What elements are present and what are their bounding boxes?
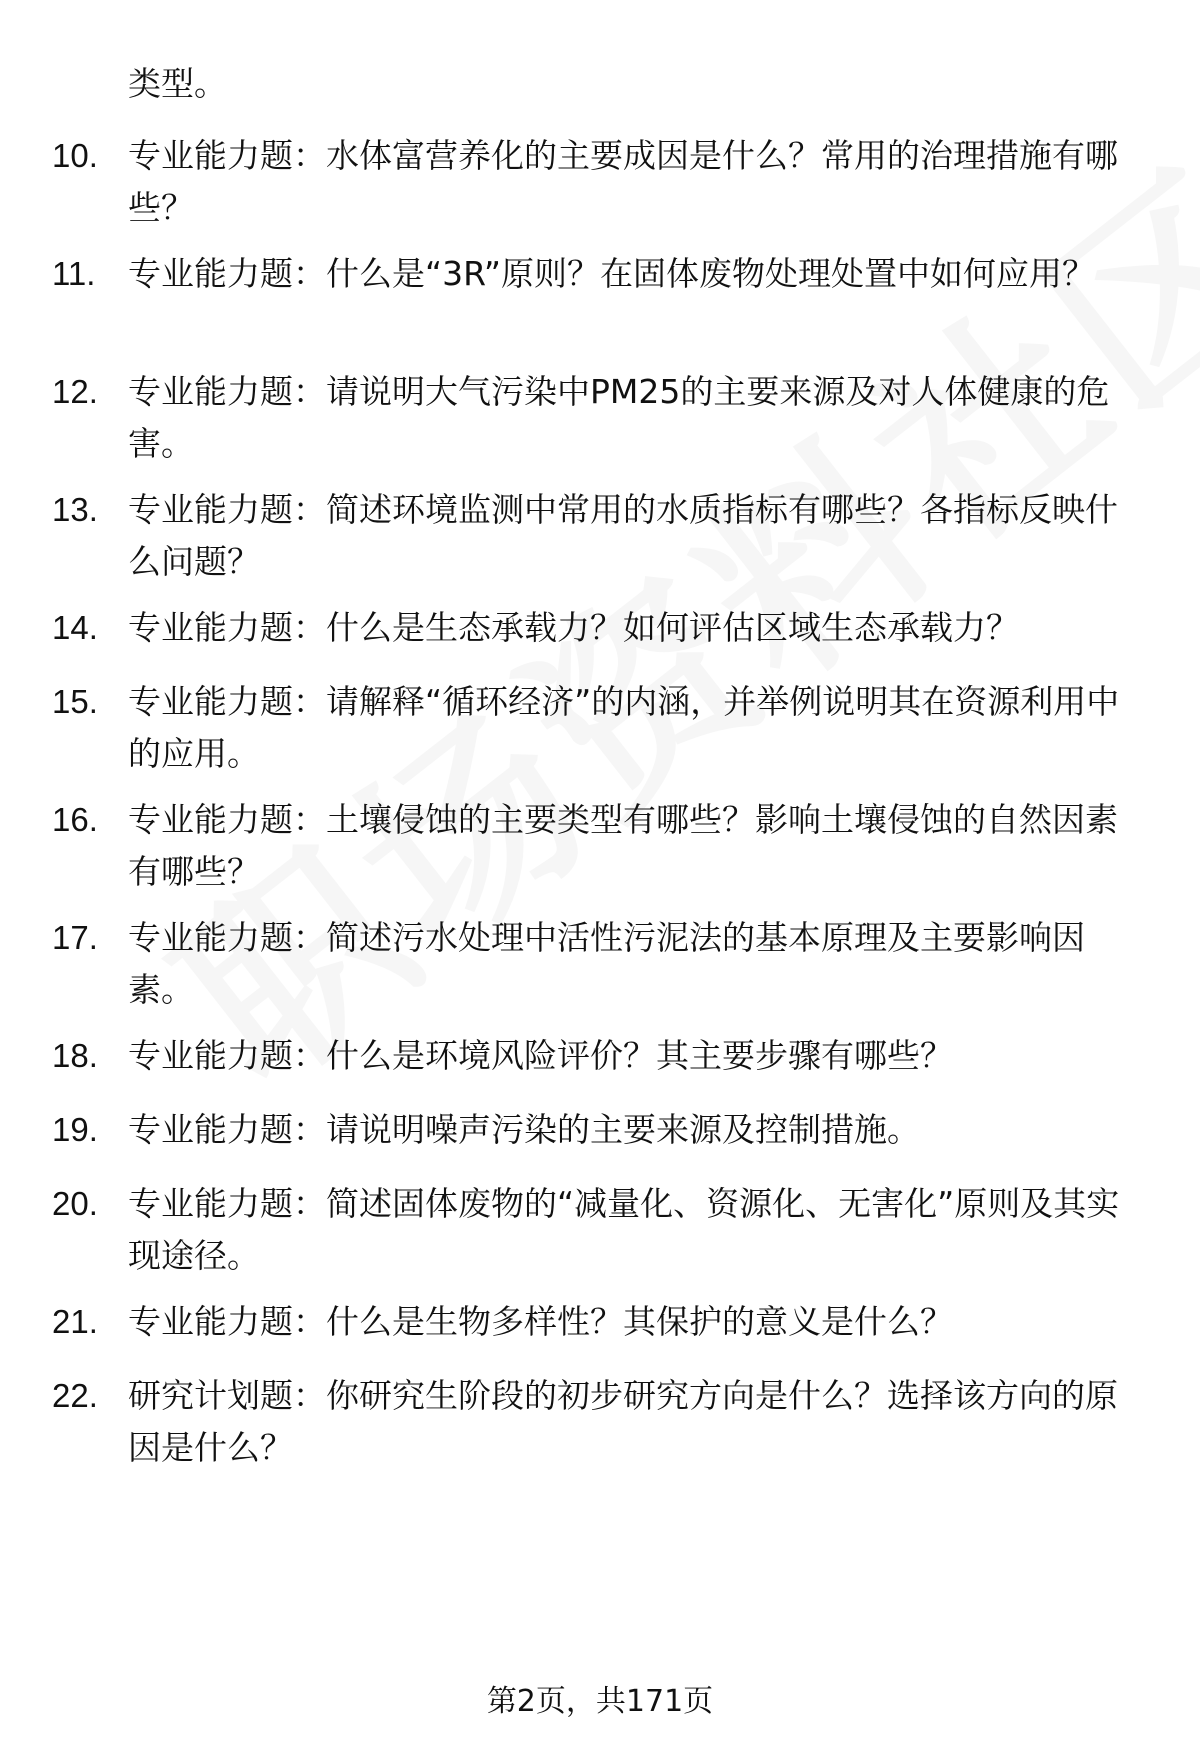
item-text: 专业能力题：土壤侵蚀的主要类型有哪些？影响土壤侵蚀的自然因素有哪些？ bbox=[128, 800, 1118, 891]
item-number: 10. bbox=[52, 137, 98, 174]
item-text: 研究计划题：你研究生阶段的初步研究方向是什么？选择该方向的原因是什么？ bbox=[128, 1376, 1118, 1467]
item-text: 专业能力题：请说明大气污染中PM25的主要来源及对人体健康的危害。 bbox=[128, 372, 1110, 463]
item-number: 18. bbox=[52, 1037, 98, 1074]
item-text: 专业能力题：什么是“3R”原则？在固体废物处理处置中如何应用？ bbox=[128, 254, 1096, 293]
item-text: 专业能力题：水体富营养化的主要成因是什么？常用的治理措施有哪些？ bbox=[128, 136, 1118, 227]
item-number: 19. bbox=[52, 1111, 98, 1148]
item-text: 专业能力题：简述环境监测中常用的水质指标有哪些？各指标反映什么问题？ bbox=[128, 490, 1118, 581]
item-number: 12. bbox=[52, 373, 98, 410]
item-text: 专业能力题：请解释“循环经济”的内涵，并举例说明其在资源利用中的应用。 bbox=[128, 682, 1120, 773]
item-text: 专业能力题：什么是生物多样性？其保护的意义是什么？ bbox=[128, 1302, 953, 1341]
item-number: 21. bbox=[52, 1303, 98, 1340]
item-text: 专业能力题：什么是环境风险评价？其主要步骤有哪些？ bbox=[128, 1036, 953, 1075]
item-number: 13. bbox=[52, 491, 98, 528]
item-number: 22. bbox=[52, 1377, 98, 1414]
item-number: 16. bbox=[52, 801, 98, 838]
page-footer: 第2页，共171页 bbox=[486, 1684, 714, 1719]
item-text: 专业能力题：简述污水处理中活性污泥法的基本原理及主要影响因素。 bbox=[128, 918, 1085, 1009]
item-number: 15. bbox=[52, 683, 98, 720]
item-number: 20. bbox=[52, 1185, 98, 1222]
continuation-text: 类型。 bbox=[128, 64, 227, 103]
item-text: 专业能力题：简述固体废物的“减量化、资源化、无害化”原则及其实现途径。 bbox=[128, 1184, 1120, 1275]
item-text: 专业能力题：什么是生态承载力？如何评估区域生态承载力？ bbox=[128, 608, 1019, 647]
item-number: 17. bbox=[52, 919, 98, 956]
item-number: 14. bbox=[52, 609, 98, 646]
item-text: 专业能力题：请说明噪声污染的主要来源及控制措施。 bbox=[128, 1110, 920, 1149]
item-number: 11. bbox=[52, 255, 96, 292]
